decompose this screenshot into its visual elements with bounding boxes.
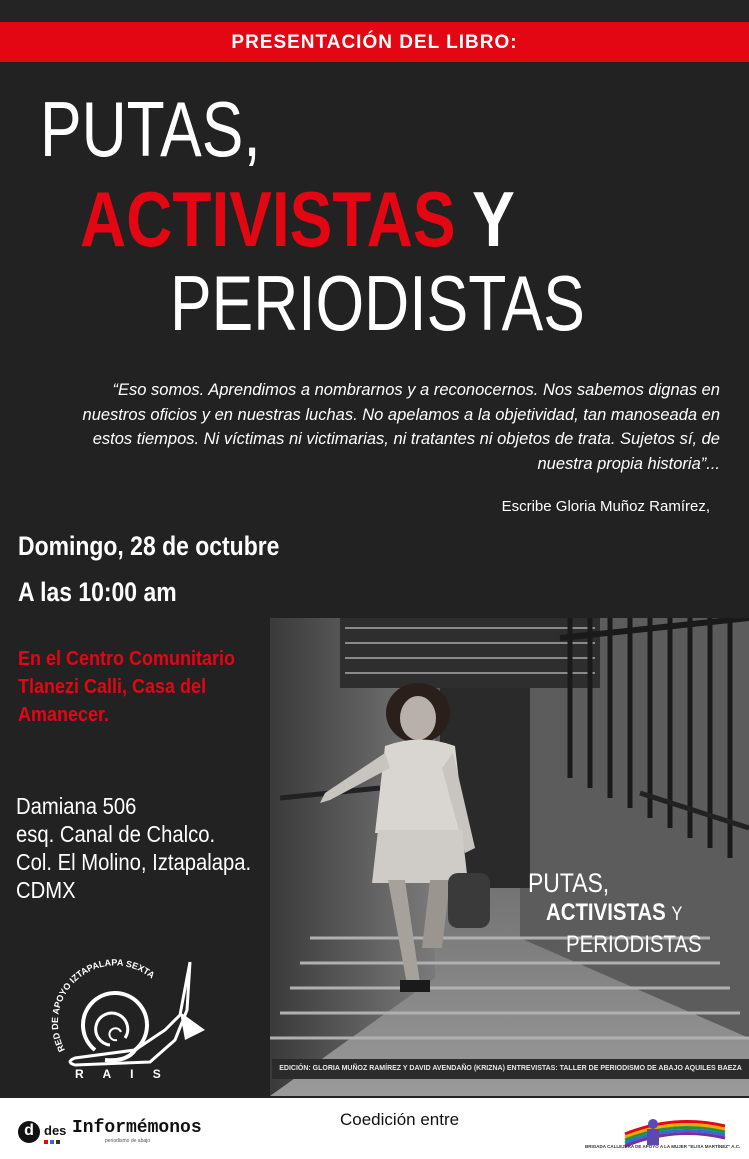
book-title-y: Y	[671, 904, 683, 925]
book-title-line-3: PERIODISTAS	[566, 931, 702, 958]
title-line-3: PERIODISTAS	[170, 259, 585, 347]
snail-arc-text: RED DE APOYO IZTAPALAPA SEXTA	[49, 957, 157, 1054]
address-line: Col. El Molino, Iztapalapa.	[16, 849, 252, 875]
address-line: CDMX	[16, 877, 76, 903]
desinformemonos-logo-main: Informémonos	[72, 1118, 202, 1138]
title-line-1: PUTAS,	[40, 85, 261, 173]
address-line: esq. Canal de Chalco.	[16, 821, 216, 847]
rais-snail-logo	[35, 950, 215, 1090]
title-y: Y	[455, 175, 515, 263]
brigada-callejera-logo	[585, 1112, 735, 1148]
title-activistas: ACTIVISTAS	[80, 175, 456, 263]
event-venue	[18, 645, 235, 729]
desinformemonos-logo-sub: periodismo de abajo	[105, 1138, 151, 1144]
coedition-label: Coedición entre	[340, 1110, 460, 1129]
event-address	[16, 792, 251, 904]
banner-label: PRESENTACIÓN DEL LIBRO:	[231, 32, 518, 53]
book-title-activistas: ACTIVISTAS	[546, 899, 666, 926]
venue-line: En el Centro Comunitario	[18, 648, 236, 670]
book-quote: “Eso somos. Aprendimos a nombrarnos y a reconocernos. Nos sabemos dignas en nuestros oficios y en nuestras luchas. No apelamos a la objetividad, tan manoseada en estos tiempos. Ni víctimas ni victimarias, ni tratantes ni objetos de trata. Sujetos sí, de nuestra propia historia”...	[82, 381, 720, 473]
book-credits: EDICIÓN: GLORIA MUÑOZ RAMÍREZ Y DAVID AVENDAÑO (KRIZNA) ENTREVISTAS: TALLER DE PERIODISMO DE ABAJO AQUILES BAEZA	[272, 1059, 749, 1079]
address-line: Damiana 506	[16, 793, 137, 819]
event-time: A las 10:00 am	[18, 577, 177, 607]
title-line-2	[80, 175, 515, 263]
brigada-callejera-text: BRIGADA CALLEJERA DE APOYO A LA MUJER "ELISA MARTÍNEZ" A.C.	[585, 1144, 741, 1149]
desinformemonos-logo-mark: d	[18, 1121, 40, 1143]
book-cover-title	[528, 868, 726, 960]
venue-line: Amanecer.	[18, 704, 110, 726]
quote-byline: Escribe Gloria Muñoz Ramírez,	[501, 498, 710, 515]
desinformemonos-dots-icon	[44, 1139, 74, 1145]
stairway-photo	[270, 618, 749, 1096]
snail-acronym: R A I S	[75, 1067, 169, 1081]
book-cover-image	[270, 618, 749, 1096]
venue-line: Tlanezi Calli, Casa del	[18, 676, 207, 698]
book-title-line-2	[546, 898, 699, 930]
desinformemonos-logo-prefix: des	[44, 1123, 67, 1138]
top-strip	[0, 0, 749, 22]
book-title-line-1: PUTAS,	[528, 868, 610, 898]
event-date: Domingo, 28 de octubre	[18, 531, 280, 561]
